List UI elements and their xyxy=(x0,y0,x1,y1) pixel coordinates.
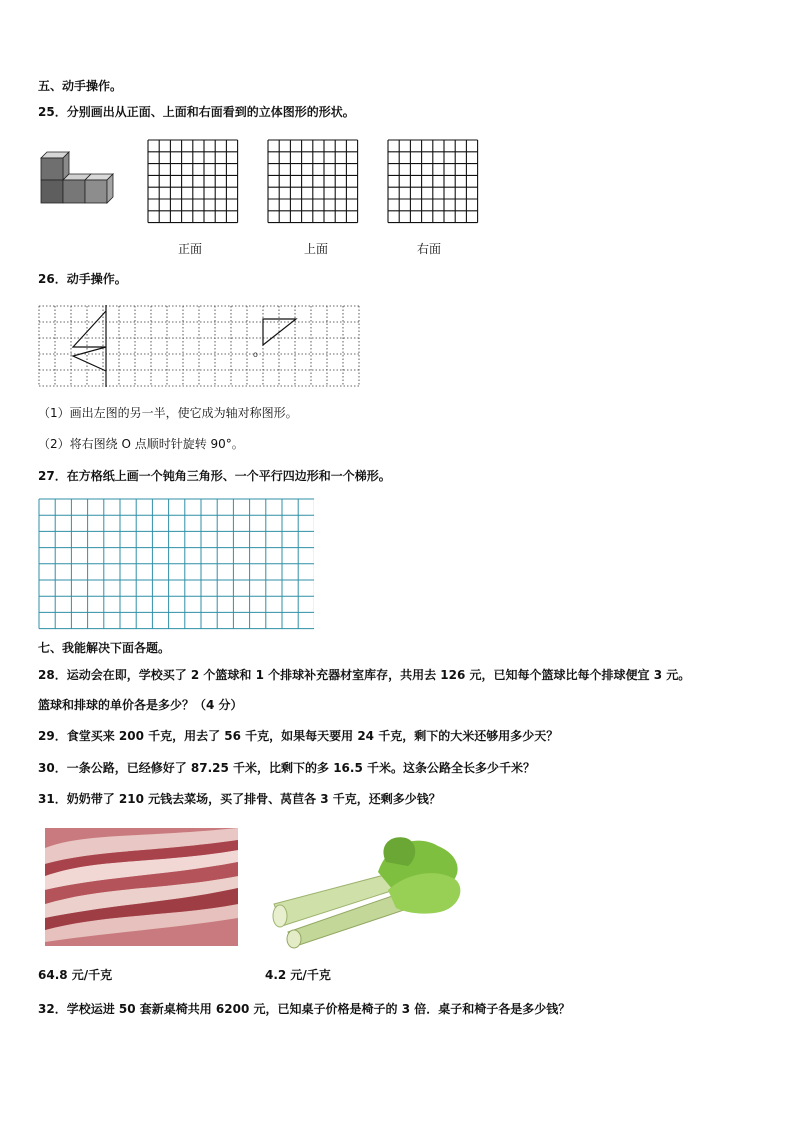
dotted-grid-figure[interactable] xyxy=(38,305,360,387)
point-o-label: o xyxy=(253,350,258,359)
question-29: 29．食堂买来 200 千克，用去了 56 千克，如果每天要用 24 千克，剩下的大米还够用多少天？ xyxy=(38,729,559,743)
question-30: 30．一条公路，已经修好了 87.25 千米，比剩下的多 16.5 千米。这条公路全长多少千米？ xyxy=(38,761,535,775)
grid-right-view[interactable] xyxy=(387,139,479,225)
grid-top-view[interactable] xyxy=(267,139,359,225)
grid-paper-q27[interactable] xyxy=(38,498,314,630)
question-31: 31．奶奶带了 210 元钱去菜场，买了排骨、莴苣各 3 千克，还剩多少钱？ xyxy=(38,792,441,806)
question-28-line-1: 28．运动会在即，学校买了 2 个篮球和 1 个排球补充器材室库存，共用去 126 元，已知每个篮球比每个排球便宜 3 元。 xyxy=(38,668,691,682)
cube-figure xyxy=(38,150,120,208)
question-32: 32．学校运进 50 套新桌椅共用 6200 元，已知桌子价格是椅子的 3 倍．桌子和椅子各是多少钱？ xyxy=(38,1002,571,1016)
pork-ribs-image xyxy=(45,828,238,946)
question-26: 26．动手操作。 xyxy=(38,272,127,286)
question-25: 25．分别画出从正面、上面和右面看到的立体图形的形状。 xyxy=(38,105,355,119)
question-26-part-1: （1）画出左图的另一半，使它成为轴对称图形。 xyxy=(38,406,298,420)
lettuce-stem-image xyxy=(268,832,468,952)
label-right: 右面 xyxy=(417,242,442,256)
label-top: 上面 xyxy=(304,242,329,256)
section-title-7: 七、我能解决下面各题。 xyxy=(38,641,171,655)
price-lettuce: 4.2 元/千克 xyxy=(265,968,331,982)
question-26-part-2: （2）将右图绕 O 点顺时针旋转 90°。 xyxy=(38,437,244,451)
question-27: 27．在方格纸上画一个钝角三角形、一个平行四边形和一个梯形。 xyxy=(38,469,391,483)
label-front: 正面 xyxy=(178,242,203,256)
grid-front-view[interactable] xyxy=(147,139,239,225)
question-28-line-2: 篮球和排球的单价各是多少？（4 分） xyxy=(38,698,243,712)
section-title-5: 五、动手操作。 xyxy=(38,79,123,93)
price-ribs: 64.8 元/千克 xyxy=(38,968,113,982)
